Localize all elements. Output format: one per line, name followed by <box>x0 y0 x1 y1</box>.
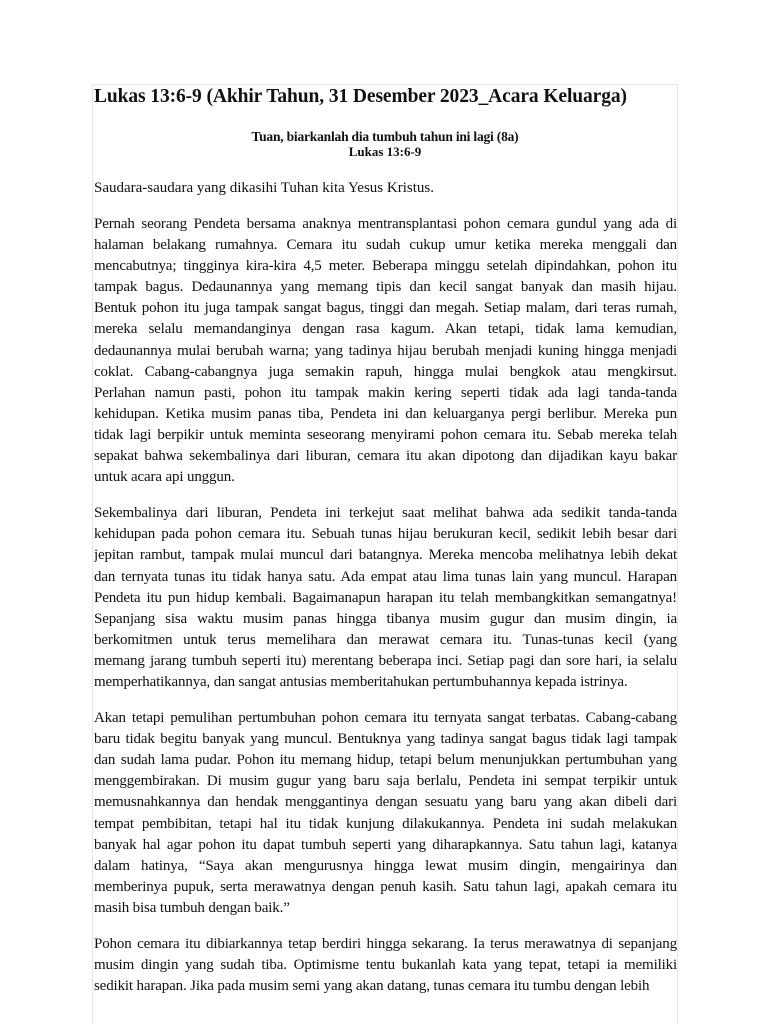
paragraph-line: Pendeta itu pun hidup kembali. Bagaimanapun harapan itu telah membangkitkan semangatnya! <box>94 589 677 606</box>
paragraph-line: coklat. Cabang-cabangnya juga semakin rapuh, hingga mulai bengkok atau mengkirsut. <box>94 363 677 380</box>
paragraph-line: sedikit harapan. Jika pada musim semi yang akan datang, tunas cemara itu tumbu dengan lebih <box>94 978 650 995</box>
paragraph-line: baru tidak begitu banyak yang muncul. Bentuknya yang tadinya sangat bagus tidak lagi tampak <box>94 731 677 748</box>
document-page <box>92 84 678 1024</box>
paragraph-line: memusnahkannya dan hendak menggantinya dengan sesuatu yang baru yang akan dibeli dari <box>94 794 677 811</box>
paragraph-line: Pohon cemara itu dibiarkannya tetap berdiri hingga sekarang. Ia terus merawatnya di sepanjang <box>94 936 677 952</box>
body-paragraph <box>93 708 677 919</box>
paragraph-line: kehidupan. Ketika musim panas tiba, Pendeta ini dan keluarganya pergi berlibur. Mereka pun <box>94 405 677 422</box>
sermon-theme: Tuan, biarkanlah dia tumbuh tahun ini lagi (8a) <box>251 129 519 144</box>
paragraph-line: halaman belakang rumahnya. Cemara itu sudah cukup umur ketika mereka menggali dan <box>94 237 677 254</box>
paragraph-line: Sepanjang sisa waktu musim panas hingga tibanya musim gugur dan musim dingin, ia <box>94 610 677 627</box>
body-paragraphs <box>93 214 677 997</box>
scripture-reference: Lukas 13:6-9 <box>348 144 422 159</box>
paragraph-line: Sekembalinya dari liburan, Pendeta ini terkejut saat melihat bahwa ada sedikit tanda-tanda <box>94 505 677 522</box>
paragraph-line: mereka selalu memandanginya dengan rasa kagum. Akan tetapi, tidak lama kemudian, <box>94 321 677 338</box>
paragraph-line: untuk acara api unggun. <box>94 469 235 486</box>
body-paragraph <box>93 934 677 997</box>
body-paragraph <box>93 214 677 488</box>
paragraph-line: banyak hal agar pohon itu dapat tumbuh seperti yang diharapkannya. Satu tahun lagi, katanya <box>94 836 677 853</box>
paragraph-line: dan sudah lama pudar. Pohon itu memang hidup, tetapi belum menunjukkan pertumbuhan yang <box>94 752 677 769</box>
paragraph-line: tidak lagi berpikir untuk meminta seseorang menyirami pohon cemara itu. Sebab mereka telah <box>94 426 677 443</box>
paragraph-line: mencabutnya; tingginya kira-kira 4,5 meter. Beberapa minggu setelah dipindahkan, pohon itu <box>94 258 677 275</box>
paragraph-line: Bentuk pohon itu juga tampak sangat bagus, tinggi dan megah. Setiap malam, dari teras rumah, <box>94 300 677 317</box>
paragraph-line: berkomitmen untuk terus memelihara dan merawat cemara itu. Tunas-tunas kecil (yang <box>94 631 677 648</box>
paragraph-line: Pernah seorang Pendeta bersama anaknya mentransplantasi pohon cemara gundul yang ada di <box>94 216 677 232</box>
paragraph-line: menggembirakan. Di musim gugur yang baru saja berlalu, Pendeta ini sempat terpikir untuk <box>94 773 677 790</box>
paragraph-line: memperhatikannya, dan sangat antusias memberitahukan pertumbuhannya kepada istrinya. <box>94 673 628 690</box>
paragraph-line: tampak bagus. Dedaunannya yang memang tipis dan kecil sangat banyak dan masih hijau. <box>94 279 677 296</box>
document-title: Lukas 13:6-9 (Akhir Tahun, 31 Desember 2023_Acara Keluarga) <box>94 86 627 107</box>
paragraph-line: dan ternyata tunas itu tidak hanya satu. Ada empat atau lima tunas lain yang muncul. Harapan <box>94 568 677 585</box>
paragraph-line: memberinya pupuk, serta merawatnya dengan penuh kasih. Satu tahun lagi, apakah cemara itu <box>94 878 677 895</box>
paragraph-line: jepitan rambut, tampak mulai muncul dari batangnya. Mereka mencoba melihatnya lebih dekat <box>94 547 677 564</box>
paragraph-line: masih bisa tumbuh dengan baik.” <box>94 899 290 916</box>
paragraph-line: kehidupan pada pohon cemara itu. Sebuah tunas hijau berukuran kecil, sedikit lebih besar dari <box>94 526 677 543</box>
paragraph-line: sepakat bahwa sekembalinya dari liburan, cemara itu akan dipotong dan dijadikan kayu bakar <box>94 448 677 465</box>
paragraph-line: tempat pembibitan, tetapi hal itu tidak kunjung dilakukannya. Pendeta ini sudah melakukan <box>94 815 677 832</box>
paragraph-line: musim dingin yang sudah tiba. Optimisme tentu bukanlah kata yang tepat, tetapi ia memiliki <box>94 957 677 974</box>
paragraph-line: dalam hatinya, “Saya akan mengurusnya hingga lewat musim dingin, mengairinya dan <box>94 857 677 874</box>
paragraph-line: dedaunannya mulai berubah warna; yang tadinya hijau berubah menjadi kuning hingga menjadi <box>94 342 677 359</box>
paragraph-line: Perlahan namun pasti, pohon itu tampak makin kering seperti tidak ada lagi tanda-tanda <box>94 384 677 401</box>
paragraph-line: Akan tetapi pemulihan pertumbuhan pohon cemara itu ternyata sangat terbatas. Cabang-cabang <box>94 710 677 727</box>
body-paragraph <box>93 503 677 693</box>
paragraph-line: memang jarang tumbuh seperti itu) merentang beberapa inci. Setiap pagi dan sore hari, ia selalu <box>94 652 677 669</box>
greeting-line: Saudara-saudara yang dikasihi Tuhan kita Yesus Kristus. <box>94 180 434 196</box>
